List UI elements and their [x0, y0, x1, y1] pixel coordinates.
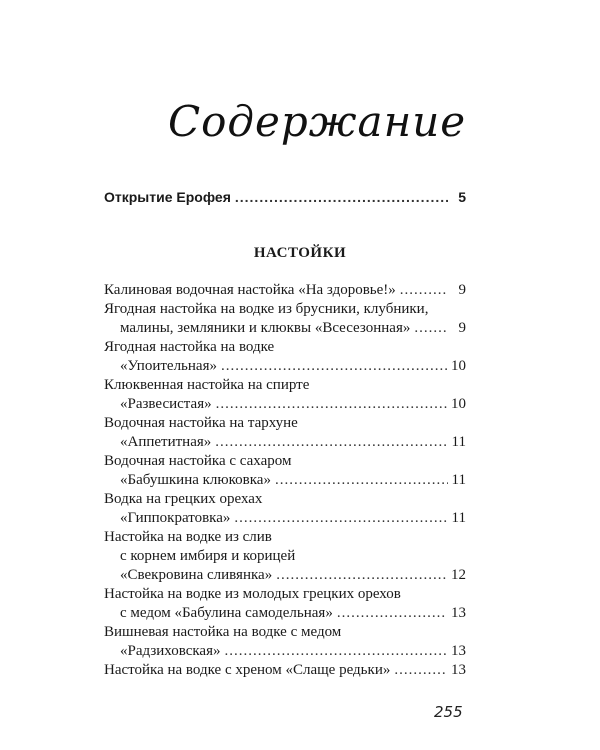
- leader-dots: [234, 509, 447, 528]
- toc-entry-title: с корнем имбиря и корицей: [120, 548, 296, 564]
- toc-entry-line: [104, 623, 466, 642]
- toc-entry-title: Ягодная настойка на водке: [104, 339, 275, 355]
- toc-entry-title: Водка на грецких орехах: [104, 491, 263, 507]
- toc-entry-page: 11: [451, 434, 466, 450]
- lead-entry-line: [104, 186, 466, 208]
- toc-entry-line: [104, 395, 466, 414]
- toc-entry-line: [104, 319, 466, 338]
- toc-entry-title: Клюквенная настойка на спирте: [104, 377, 310, 393]
- toc-entry-page: 9: [458, 282, 466, 298]
- toc-entry-line: [104, 338, 466, 357]
- toc-entry-page: 10: [451, 396, 466, 412]
- leader-dots: [224, 642, 447, 661]
- toc-entry-line: [104, 471, 466, 490]
- toc-entry-title: «Свекровина сливянка»: [120, 567, 273, 583]
- toc-entry-line: [104, 281, 466, 300]
- toc-entry-page: 11: [451, 472, 466, 488]
- toc-entry-page: 11: [451, 510, 466, 526]
- toc-entry-line: [104, 509, 466, 528]
- toc-entry-line: [104, 490, 466, 509]
- page-number: [432, 700, 472, 722]
- leader-dots: [400, 281, 448, 300]
- contents-heading: [160, 92, 480, 152]
- toc-entry-line: [104, 414, 466, 433]
- toc-entry: [104, 452, 466, 490]
- toc-entry-line: [104, 528, 466, 547]
- toc-entry-title: малины, земляники и клюквы «Всесезонная»: [120, 320, 411, 336]
- toc-entry-title: Ягодная настойка на водке из брусники, клубники,: [104, 301, 429, 317]
- toc-entry-title: «Бабушкина клюковка»: [120, 472, 271, 488]
- toc-entry-title: «Гиппократовка»: [120, 510, 231, 526]
- toc-entry-line: [104, 433, 466, 452]
- leader-dots: [414, 319, 448, 338]
- lead-entry: [104, 186, 466, 208]
- toc-list: [104, 281, 466, 680]
- contents-heading-svg: [160, 92, 480, 152]
- toc-entry-line: [104, 357, 466, 376]
- toc-entry-line: [104, 300, 466, 319]
- toc-entry: [104, 490, 466, 528]
- toc-entry-title: «Упоительная»: [120, 358, 217, 374]
- leader-dots: [215, 433, 447, 452]
- toc-entry-page: 9: [458, 320, 466, 336]
- toc-entry-page: 10: [451, 358, 466, 374]
- leader-dots: [337, 604, 447, 623]
- toc-entry-title: с медом «Бабулина самодельная»: [120, 605, 333, 621]
- lead-entry-page: 5: [458, 189, 466, 205]
- leader-dots: [276, 566, 447, 585]
- toc-entry-page: 13: [451, 643, 466, 659]
- toc-entry: [104, 338, 466, 376]
- page-number-text: 255: [434, 703, 463, 721]
- toc-entry-page: 12: [451, 567, 466, 583]
- toc-entry-title: «Развесистая»: [120, 396, 212, 412]
- toc-entry: [104, 528, 466, 585]
- toc-entry-line: [104, 642, 466, 661]
- toc-entry-line: [104, 452, 466, 471]
- toc-entry-line: [104, 661, 466, 680]
- toc-entry-title: Водочная настойка на тархуне: [104, 415, 298, 431]
- toc-entry: [104, 414, 466, 452]
- page-number-svg: [432, 700, 472, 722]
- toc-entry-title: Настойка на водке из молодых грецких орехов: [104, 586, 401, 602]
- toc-entry-line: [104, 566, 466, 585]
- toc-entry-page: 13: [451, 662, 466, 678]
- toc-entry-title: Водочная настойка с сахаром: [104, 453, 292, 469]
- leader-dots: [221, 357, 447, 376]
- toc-entry-title: Калиновая водочная настойка «На здоровье!»: [104, 282, 396, 298]
- toc-entry-line: [104, 585, 466, 604]
- toc-entry-line: [104, 604, 466, 623]
- toc-entry-title: «Аппетитная»: [120, 434, 212, 450]
- toc-entry-title: «Радзиховская»: [120, 643, 221, 659]
- toc-entry-title: Настойка на водке из слив: [104, 529, 272, 545]
- toc-entry: [104, 623, 466, 661]
- toc-entry: [104, 300, 466, 338]
- toc-entry-title: Вишневая настойка на водке с медом: [104, 624, 342, 640]
- section-title: НАСТОЙКИ: [253, 245, 347, 261]
- toc-entry-line: [104, 547, 466, 566]
- toc-entry-page: 13: [451, 605, 466, 621]
- leader-dots: [216, 395, 447, 414]
- contents-heading-text: Содержание: [168, 97, 467, 146]
- toc-entry-title: Настойка на водке с хреном «Слаще редьки»: [104, 662, 391, 678]
- leader-dots: [394, 661, 447, 680]
- lead-entry-title: Открытие Ерофея: [104, 189, 231, 205]
- toc-entry: [104, 661, 466, 680]
- leader-dots: [275, 471, 448, 490]
- toc-entry-line: [104, 376, 466, 395]
- toc-entry: [104, 376, 466, 414]
- leader-dots: [235, 186, 448, 208]
- toc-entry: [104, 281, 466, 300]
- toc-entry: [104, 585, 466, 623]
